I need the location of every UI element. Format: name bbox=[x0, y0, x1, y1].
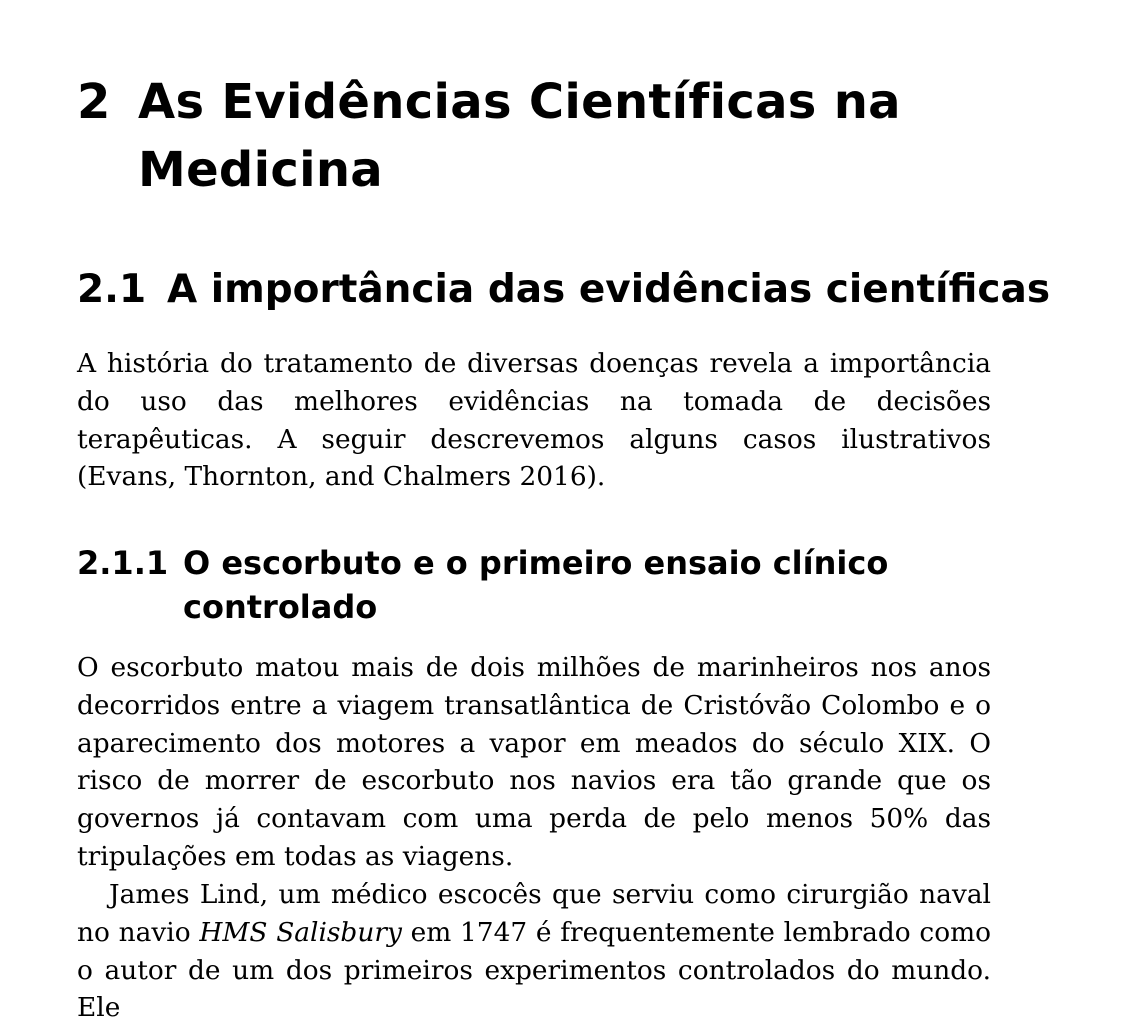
section-title: A importância das evidências científicas bbox=[167, 267, 1051, 312]
intro-paragraph: A história do tratamento de diversas doenças revela a importância do uso das melhores evidências na tomada de decisões terapêuticas. A seguir descrevemos alguns casos ilustrativos (Evans, Thornton, and Chalmers 2016). bbox=[77, 348, 991, 493]
chapter-heading bbox=[77, 68, 977, 204]
section-number: 2.1 bbox=[77, 267, 147, 312]
lind-text-after-ship: em 1747 é frequentemente lembrado como o autor de um dos primeiros experimentos controlados do mundo. Ele bbox=[77, 916, 992, 1024]
subsection-title: O escorbuto e o primeiro ensaio clínico controlado bbox=[183, 544, 889, 626]
lind-text-before-ship: James Lind, um médico escocês que serviu como cirurgião naval no navio bbox=[77, 879, 991, 948]
chapter-number: 2 bbox=[77, 74, 111, 130]
ship-name: HMS Salisbury bbox=[199, 916, 402, 948]
subsection-heading bbox=[77, 541, 977, 629]
section-heading bbox=[77, 263, 1051, 317]
subsection-number: 2.1.1 bbox=[77, 544, 169, 582]
scurvy-paragraph: O escorbuto matou mais de dois milhões de marinheiros nos anos decorridos entre a viagem transatlântica de Cristóvão Colombo e o aparecimento dos motores a vapor em meados do século XIX. O risco de morrer de escorbuto nos navios era tão grande que os governos já contavam com uma perda de pelo menos 50% das tripulações em todas as viagens. bbox=[77, 652, 991, 872]
chapter-title: As Evidências Científicas na Medicina bbox=[138, 74, 901, 198]
lind-paragraph bbox=[77, 876, 991, 1027]
